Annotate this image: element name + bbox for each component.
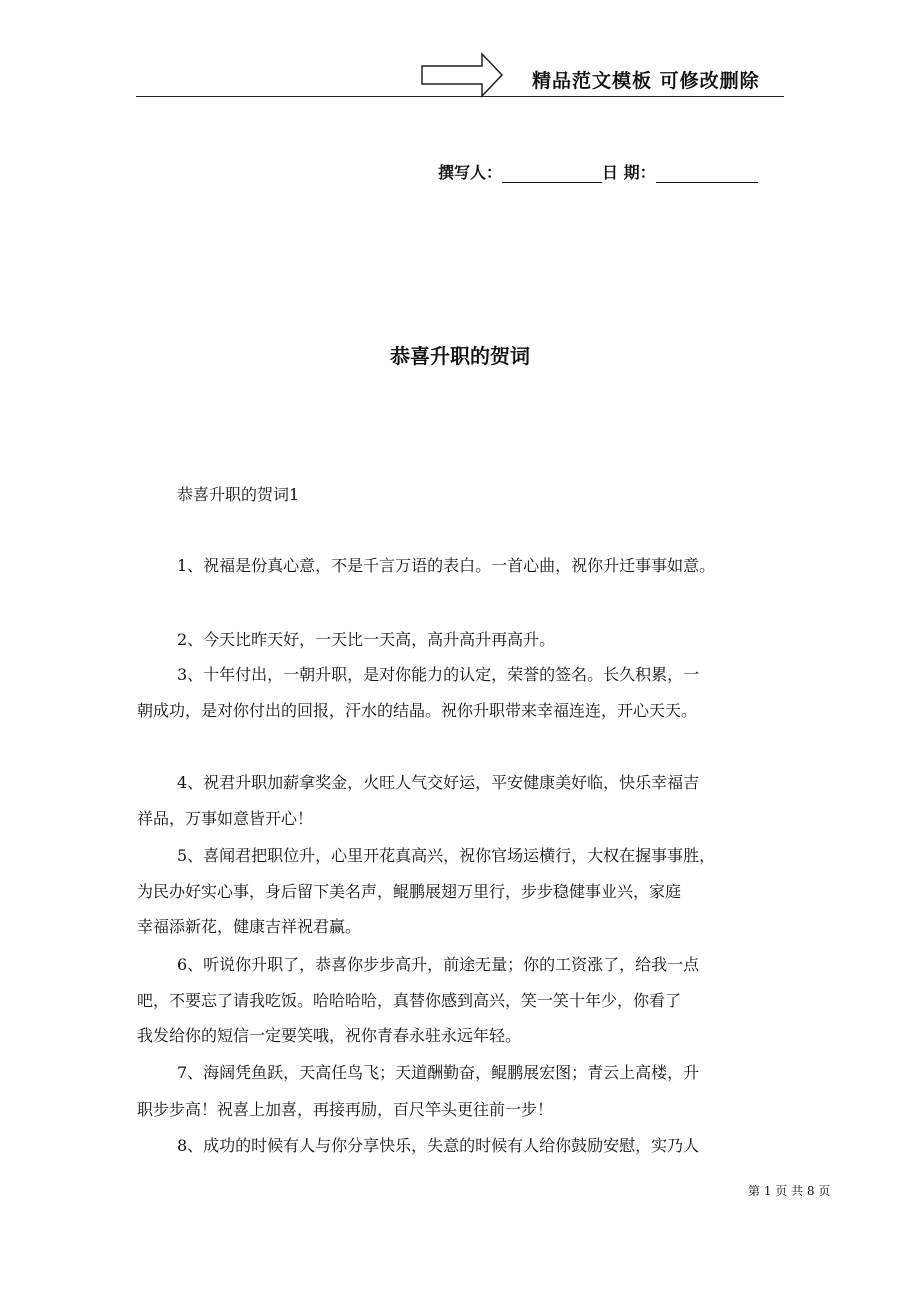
author-label: 撰写人：	[438, 163, 503, 182]
date-blank	[656, 164, 758, 183]
paragraph-line: 4、祝君升职加薪拿奖金，火旺人气交好运，平安健康美好临，快乐幸福吉	[177, 773, 700, 792]
paragraph-line: 6、听说你升职了，恭喜你步步高升，前途无量；你的工资涨了，给我一点	[177, 955, 700, 974]
header-title: 精品范文模板 可修改删除	[532, 70, 760, 92]
paragraph-line: 1、祝福是份真心意，不是千言万语的表白。一首心曲，祝你升迁事事如意。	[177, 556, 716, 575]
section-heading: 恭喜升职的贺词1	[177, 485, 300, 504]
right-arrow-icon	[420, 52, 504, 98]
paragraph-line: 吧，不要忘了请我吃饭。哈哈哈哈，真替你感到高兴，笑一笑十年少，你看了	[137, 991, 682, 1010]
paragraph-line: 朝成功，是对你付出的回报，汗水的结晶。祝你升职带来幸福连连，开心天天。	[137, 701, 698, 720]
document-title: 恭喜升职的贺词	[390, 344, 530, 368]
date-label: 日 期：	[602, 163, 656, 182]
paragraph-line: 祥品，万事如意皆开心！	[137, 809, 314, 828]
paragraph-line: 我发给你的短信一定要笑哦，祝你青春永驻永远年轻。	[137, 1026, 522, 1045]
paragraph-line: 幸福添新花，健康吉祥祝君赢。	[137, 917, 362, 936]
signature-row	[438, 160, 783, 182]
author-blank	[502, 164, 602, 183]
paragraph-line: 8、成功的时候有人与你分享快乐，失意的时候有人给你鼓励安慰，实乃人	[177, 1136, 700, 1155]
paragraph-line: 3、十年付出，一朝升职，是对你能力的认定，荣誉的签名。长久积累，一	[177, 665, 700, 684]
paragraph-line: 为民办好实心事，身后留下美名声，鲲鹏展翅万里行，步步稳健事业兴，家庭	[137, 882, 682, 901]
paragraph-line: 职步步高！祝喜上加喜，再接再励，百尺竿头更往前一步！	[137, 1100, 554, 1119]
paragraph-line: 7、海阔凭鱼跃，天高任鸟飞；天道酬勤奋，鲲鹏展宏图；青云上高楼，升	[177, 1063, 700, 1082]
header-divider	[136, 96, 784, 97]
page-number: 第 1 页 共 8 页	[748, 1184, 831, 1198]
paragraph-line: 2、今天比昨天好，一天比一天高，高升高升再高升。	[177, 630, 556, 649]
paragraph-line: 5、喜闻君把职位升，心里开花真高兴，祝你官场运横行，大权在握事事胜，	[177, 846, 716, 865]
